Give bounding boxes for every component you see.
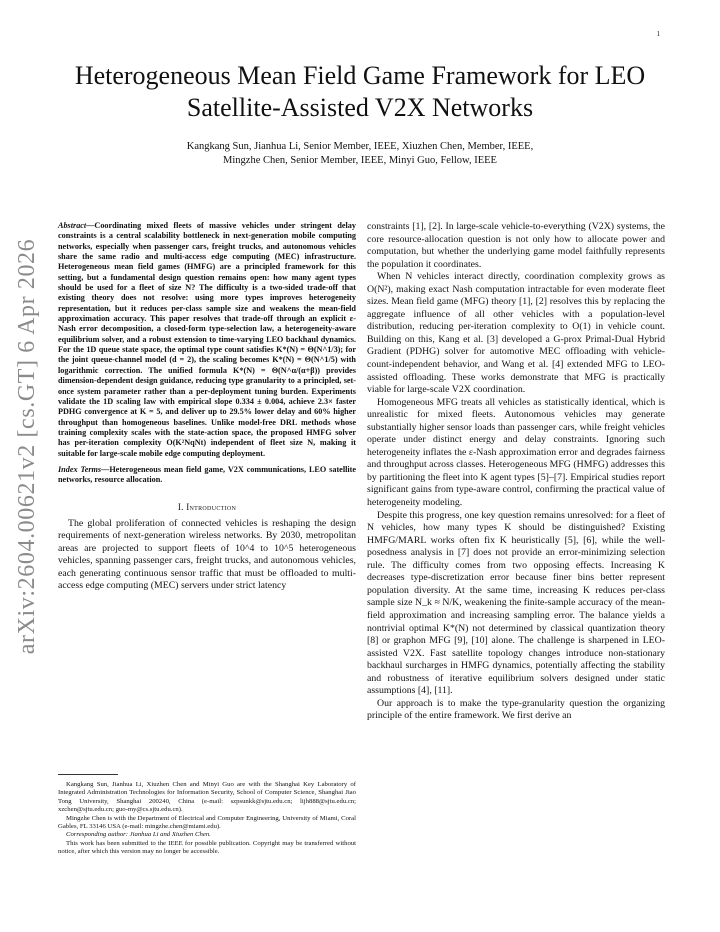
arxiv-stamp — [2, 226, 54, 666]
footnotes — [58, 781, 356, 857]
author-line-2: Mingzhe Chen, Senior Member, IEEE, Minyi Guo, Fellow, IEEE — [223, 155, 497, 166]
intro-paragraph-1: The global proliferation of connected vehicles is reshaping the design requirements of next-generation wireless networks. By 2030, metropolitan areas are projected to support fleets of 10^4 to 10^5 heterogeneous vehicles, spanning passenger cars, freight trucks, and autonomous vehicles, each generating continuous sensor traffic that must be offloaded to multi-access edge computing (MEC) servers under strict latency — [58, 517, 356, 592]
footnote-affiliation-sjtu: Kangkang Sun, Jianhua Li, Xiuzhen Chen and Minyi Guo are with the Shanghai Key Laboratory of Integrated Administration Technologies for Information Security, School of Computer Science, Shanghai Jiao Tong University, Shanghai 200240, China (e-mail: szpsunkk@sjtu.edu.cn; lijh888@sjtu.edu.cn; xzchen@sjtu.edu.cn; guo-my@cs.sjtu.edu.cn). — [58, 781, 356, 814]
index-terms — [58, 465, 356, 486]
index-terms-label: Index Terms — [58, 464, 102, 474]
author-list — [60, 140, 660, 168]
footnote-affiliation-miami: Mingzhe Chen is with the Department of Electrical and Computer Engineering, University of Miami, Coral Gables, FL 33146 USA (e-mail: mingzhe.chen@miami.edu). — [58, 814, 356, 831]
intro-paragraph-continued: constraints [1], [2]. In large-scale vehicle-to-everything (V2X) systems, the core resource-allocation question is not only how to allocate power and computation, but whether the underlying game model faithfully represents the population it coordinates. — [367, 221, 665, 270]
abstract — [58, 221, 356, 459]
author-line-1: Kangkang Sun, Jianhua Li, Senior Member, IEEE, Xiuzhen Chen, Member, IEEE, — [186, 141, 534, 152]
paper-title: Heterogeneous Mean Field Game Framework for LEO Satellite-Assisted V2X Networks — [74, 61, 646, 122]
footnote-corresponding-author: Corresponding author: Jianhua Li and Xiuzhen Chen. — [66, 831, 211, 839]
footnote-rule — [58, 774, 118, 775]
arxiv-stamp-text: arXiv:2604.00621v2 [cs.GT] 6 Apr 2026 — [14, 238, 41, 654]
intro-paragraph-approach: Our approach is to make the type-granularity question the organizing principle of the entire framework. We first derive an — [367, 697, 665, 722]
left-column — [58, 221, 356, 593]
abstract-label: Abstract — [58, 221, 87, 230]
page-number: 1 — [656, 30, 660, 38]
index-terms-text: —Heterogeneous mean field game, V2X communications, LEO satellite networks, resource allocation. — [58, 464, 356, 485]
footnote-copyright: This work has been submitted to the IEEE for possible publication. Copyright may be transferred without notice, after which this version may no longer be accessible. — [58, 839, 356, 856]
abstract-text: —Coordinating mixed fleets of massive vehicles under stringent delay constraints is a central scalability bottleneck in next-generation mobile computing networks, especially when passenger cars, freight trucks, and autonomous vehicles share the same radio and multi-access edge computing (MEC) infrastructure. Heterogeneous mean field games (HMFG) are a principled framework for this setting, but a fundamental design question remains open: how many agent types should be used for a fleet of size N? The difficulty is a two-sided trade-off that existing theory does not resolve: using more types improves heterogeneity representation, but it reduces per-class sample size and weakens the mean-field approximation accuracy. This paper resolves that trade-off through an explicit ε-Nash error decomposition, a closed-form type-selection law, a heterogeneity-aware equilibrium solver, and a robust extension to time-varying LEO backhaul dynamics. For the 1D queue state space, the optimal type count satisfies K*(N) = Θ(N^1/3); for the joint queue-channel model (d = 2), the scaling becomes K*(N) = Θ(N^1/5) with logarithmic correction. The unified formula K*(N) = Θ(N^α/(α+β)) provides dimension-dependent design guidance, reducing type granularity to a principled, set-once system parameter rather than a per-deployment tuning burden. Experiments validate the 1D scaling law with empirical slope 0.334 ± 0.004, achieve 2.3× faster PDHG convergence at K = 5, and deliver up to 29.5% lower delay and 60% higher throughput than homogeneous baselines. Unlike model-free DRL methods whose training complexity scales with the state-action space, the proposed HMFG solver has per-iteration complexity O(K²NqNt) independent of fleet size N, making it suitable for large-scale mobile edge computing deployment. — [58, 221, 356, 458]
section-heading-introduction: I. Introduction — [177, 501, 237, 512]
intro-paragraph-hmfg: Homogeneous MFG treats all vehicles as statistically identical, which is unrealistic for mixed fleets. Autonomous vehicles may generate substantially higher sensor loads than passenger cars, while freight vehicles operate under distinct energy and delay constraints. Ignoring such heterogeneity inflates the ε-Nash approximation error and degrades fairness and throughput across classes. Heterogeneous MFG (HMFG) addresses this by partitioning the fleet into K agent types [5]–[7]. Empirical studies report significant gains from type-aware control, confirming the practical value of heterogeneity modeling. — [367, 396, 665, 509]
intro-paragraph-mfg: When N vehicles interact directly, coordination complexity grows as O(N²), making exact Nash computation intractable for even moderate fleet sizes. Mean field game (MFG) theory [1], [2] resolves this by replacing the aggregate influence of all other vehicles with a population-level distribution, reducing per-iteration complexity to O(1) in vehicle count. Building on this, Kang et al. [3] developed a G-prox Primal-Dual Hybrid Gradient (PDHG) solver for automotive MEC offloading with vehicle-count-independent behavior, and Wang et al. [4] extended MFG to LEO-assisted offloading. These works demonstrate that MFG is practically viable for large-scale V2X coordination. — [367, 271, 665, 396]
intro-paragraph-question: Despite this progress, one key question remains unresolved: for a fleet of N vehicles, how many types K should be distinguished? Existing HMFG/MARL works often fix K heuristically [5], [6], while the well-posedness analysis in [7] does not provide an error-minimizing selection rule. The difficulty comes from two opposing effects. Increasing K decreases type-discretization error because finer bins better represent population diversity. At the same time, increasing K reduces per-class sample size N_k ≈ N/K, weakening the finite-sample accuracy of the mean-field approximation and increasing sampling error. The balance yields a nontrivial optimal K*(N) not determined by classical quantization theory [8] or graphon MFG [9], [10] alone. The challenge is sharpened in LEO-assisted V2X. Fast satellite topology changes introduce non-stationary backhaul surcharges in HMFG dynamics, potentially affecting the stability and robustness of iterative equilibrium solvers designed under static assumptions [4], [11]. — [367, 509, 665, 697]
right-column — [367, 221, 665, 723]
